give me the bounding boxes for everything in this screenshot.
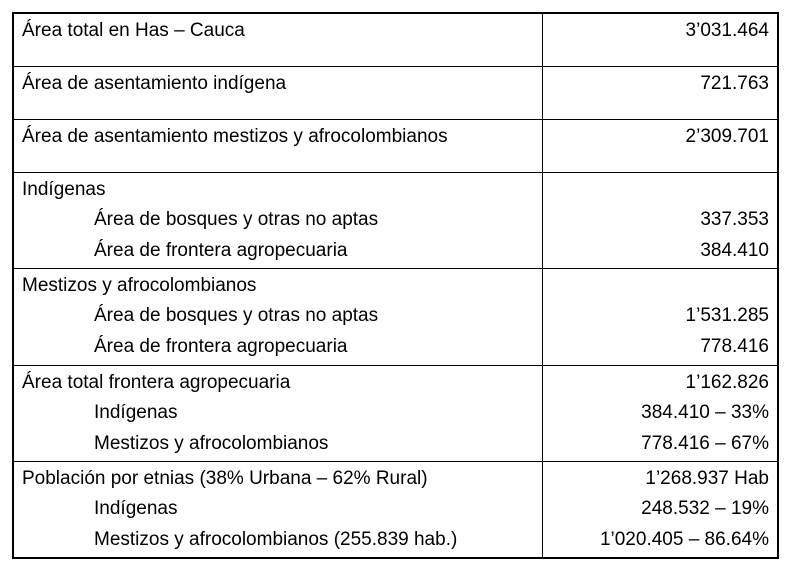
group-heading-value xyxy=(543,173,770,206)
table-row-group-mestizos xyxy=(13,268,778,365)
group-heading: Mestizos y afrocolombianos xyxy=(22,274,257,296)
group-item-label: Indígenas xyxy=(94,402,178,423)
group-value-cell xyxy=(542,172,778,268)
group-heading: Área total frontera agropecuaria xyxy=(22,371,291,393)
row-value-cell xyxy=(542,66,778,119)
group-heading: Población por etnias (38% Urbana – 62% Rural) xyxy=(22,467,428,489)
table-row-group-frontera xyxy=(13,365,778,461)
group-value-cell xyxy=(542,365,778,461)
table-row xyxy=(13,66,778,119)
row-label: Área de asentamiento mestizos y afrocolombianos xyxy=(22,125,448,147)
group-label-cell xyxy=(13,172,542,268)
group-item-value: 1’531.285 xyxy=(685,305,769,326)
group-item-value: 778.416 xyxy=(700,335,769,357)
group-item-label: Mestizos y afrocolombianos xyxy=(94,432,329,454)
group-label-cell xyxy=(13,461,542,558)
group-label-cell xyxy=(13,365,542,461)
group-value-cell xyxy=(542,461,778,558)
group-item-label: Área de frontera agropecuaria xyxy=(94,239,348,261)
row-label: Área total en Has – Cauca xyxy=(22,20,245,41)
row-value: 3’031.464 xyxy=(685,20,769,41)
group-heading-value: 1’162.826 xyxy=(685,371,769,393)
group-item-label: Área de bosques y otras no aptas xyxy=(94,305,379,326)
group-item-label: Área de frontera agropecuaria xyxy=(94,335,348,357)
group-item-value: 337.353 xyxy=(700,209,769,230)
row-label: Área de asentamiento indígena xyxy=(22,72,287,94)
group-item-value: 384.410 – 33% xyxy=(641,402,769,423)
row-label-cell xyxy=(13,13,542,66)
row-value-cell xyxy=(542,119,778,172)
group-item-value: 384.410 xyxy=(700,239,769,261)
group-value-cell xyxy=(542,268,778,365)
row-value: 721.763 xyxy=(700,72,769,94)
group-heading: Indígenas xyxy=(22,178,106,200)
table-row xyxy=(13,119,778,172)
row-label-cell xyxy=(13,66,542,119)
table-row-group-indigenas xyxy=(13,172,778,268)
table-row-group-poblacion xyxy=(13,461,778,558)
group-item-value: 778.416 – 67% xyxy=(641,432,769,454)
table-row xyxy=(13,13,778,66)
group-item-label: Indígenas xyxy=(94,498,178,519)
group-heading-value: 1’268.937 Hab xyxy=(645,467,769,489)
row-value: 2’309.701 xyxy=(685,125,769,147)
group-item-label: Área de bosques y otras no aptas xyxy=(94,209,379,230)
group-label-cell xyxy=(13,268,542,365)
group-item-label: Mestizos y afrocolombianos (255.839 hab.) xyxy=(94,528,458,550)
row-value-cell xyxy=(542,13,778,66)
row-label-cell xyxy=(13,119,542,172)
area-summary-table xyxy=(12,12,779,559)
group-item-value: 248.532 – 19% xyxy=(641,498,769,519)
group-item-value: 1’020.405 – 86.64% xyxy=(599,528,769,550)
group-heading-value xyxy=(543,269,770,302)
